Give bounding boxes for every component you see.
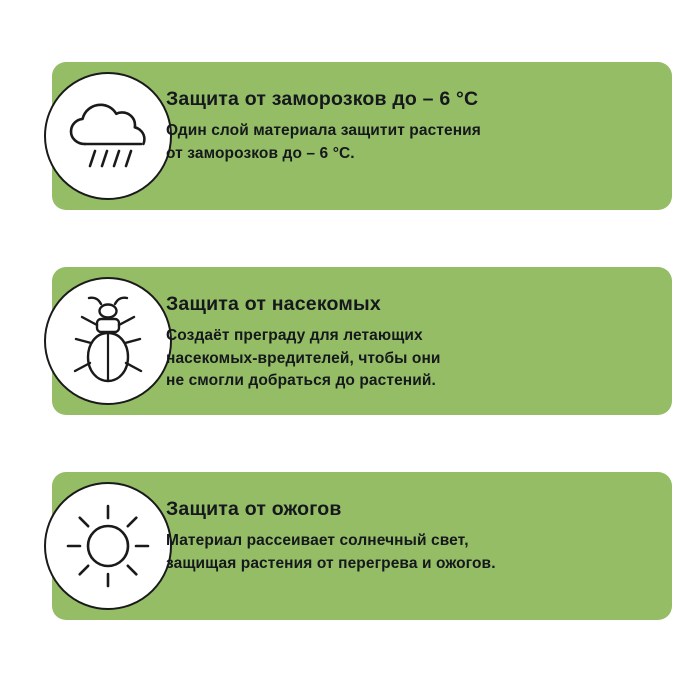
feature-title: Защита от ожогов	[166, 498, 342, 520]
feature-item	[0, 472, 700, 620]
feature-item	[0, 267, 700, 415]
feature-text	[166, 498, 656, 575]
feature-title: Защита от насекомых	[166, 293, 381, 315]
beetle-insect-icon	[68, 295, 148, 387]
feature-icon-badge	[44, 277, 172, 405]
feature-icon-badge	[44, 72, 172, 200]
feature-description	[166, 325, 656, 392]
feature-icon-badge	[44, 482, 172, 610]
feature-description-line: не смогли добраться до растений.	[166, 372, 436, 390]
feature-description-line: Материал рассеивает солнечный свет,	[166, 532, 469, 550]
feature-description-line: Создаёт преграду для летающих	[166, 327, 423, 345]
feature-description-line: Один слой материала защитит растения	[166, 122, 481, 140]
feature-title: Защита от заморозков до – 6 °С	[166, 88, 479, 110]
feature-text	[166, 88, 656, 165]
feature-description-line: от заморозков до – 6 °С.	[166, 144, 355, 162]
feature-item	[0, 62, 700, 210]
feature-description-line: защищая растения от перегрева и ожогов.	[166, 554, 496, 572]
feature-description-line: насекомых-вредителей, чтобы они	[166, 349, 441, 367]
feature-description	[166, 120, 656, 165]
feature-description	[166, 530, 656, 575]
cloud-with-rain-icon	[65, 100, 151, 172]
feature-text	[166, 293, 656, 393]
sun-rays-icon	[64, 502, 152, 590]
